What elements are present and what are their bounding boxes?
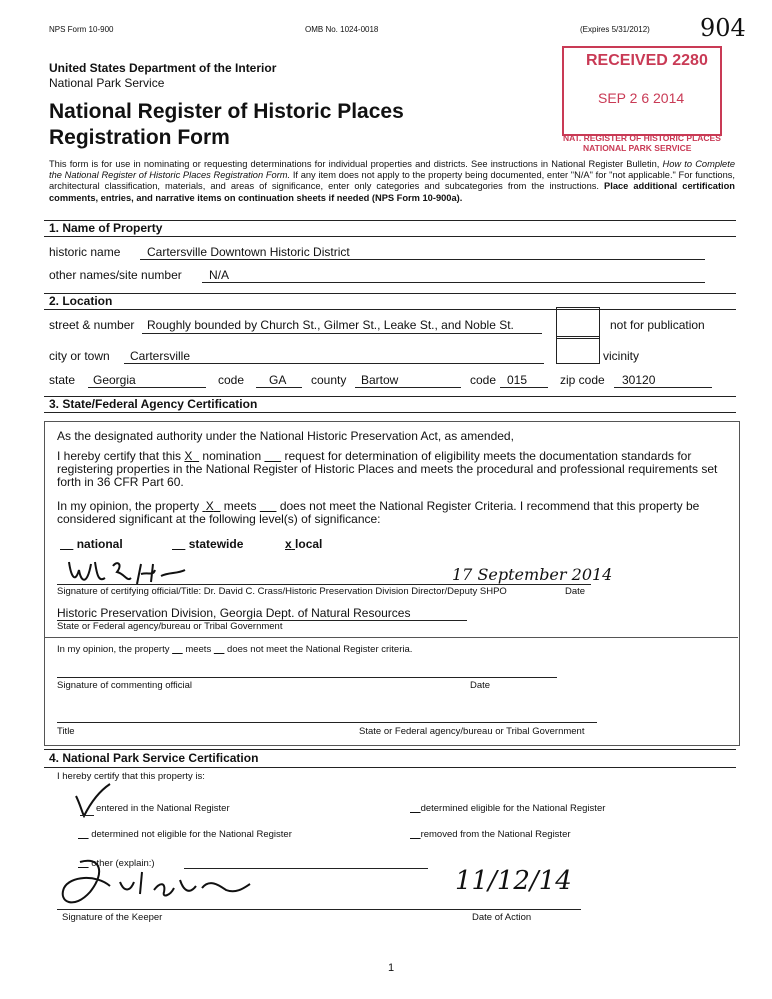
not-for-publication-label: not for publication (610, 318, 705, 332)
county-code-label: code (470, 373, 497, 387)
zip-value: 30120 (622, 373, 656, 387)
certifying-signature-label: Signature of certifying official/Title: Dr. David C. Crass/Historic Preservation Division Director/Deputy SHPO (57, 586, 507, 597)
form-number: NPS Form 10-900 (49, 25, 114, 34)
keeper-signature-label: Signature of the Keeper (62, 912, 163, 923)
other-names-label: other names/site number (49, 268, 182, 282)
county-label: county (311, 373, 347, 387)
page-title-line2: Registration Form (49, 126, 230, 149)
stamp-received: RECEIVED 2280 (586, 52, 708, 69)
section3-heading: 3. State/Federal Agency Certification (49, 397, 258, 411)
nps-certify-intro: I hereby certify that this property is: (57, 771, 205, 782)
authority-intro: As the designated authority under the National Historic Preservation Act, as amended, (57, 429, 514, 443)
commenting-signature-label: Signature of commenting official (57, 680, 193, 691)
agency-label-2: State or Federal agency/bureau or Tribal Government (359, 726, 585, 737)
commenting-date-label: Date (470, 680, 491, 691)
certifying-date-handwritten: 17 September 2014 (452, 565, 613, 584)
level-local: x local (285, 537, 323, 551)
section1-heading: 1. Name of Property (49, 221, 163, 235)
instructions: This form is for use in nominating or requesting determinations for individual properties and districts. See instructions in National Register Bulletin, How to Complete the National Register of Historic Places Registration Form. If any item does not apply to the property being documented, enter "N/A" for "not applicable." For functions, architectural classification, materials, and areas of significance, enter only categories and subcategories from the instructions. Place additional certification comments, entries, and narrative items on continuation sheets if needed (NPS Form 10-900a). (49, 159, 735, 203)
not-for-publication-checkbox[interactable] (556, 307, 600, 339)
keeper-signature (50, 852, 260, 914)
stamp-date: SEP 2 6 2014 (598, 90, 685, 106)
expiration: (Expires 5/31/2012) (580, 25, 650, 34)
street-label: street & number (49, 318, 135, 332)
option-removed: removed from the National Register (420, 829, 571, 840)
action-date-handwritten: 11/12/14 (455, 866, 572, 896)
page-title-line1: National Register of Historic Places (49, 100, 404, 123)
agency-value: Historic Preservation Division, Georgia Dept. of Natural Resources (57, 606, 411, 620)
comment-opinion: In my opinion, the property meets does not meet the National Register criteria. (57, 644, 413, 655)
stamp-line1: NAT. REGISTER OF HISTORIC PLACES (563, 133, 721, 143)
street-value: Roughly bounded by Church St., Gilmer St., Leake St., and Noble St. (147, 318, 514, 332)
vicinity-checkbox[interactable] (556, 336, 600, 364)
certify-paragraph: I hereby certify that this X nomination request for determination of eligibility meets the documentation standards for registering properties in the National Register of Historic Places and meets the procedural and professional requirements set forth in 36 CFR Part 60. (57, 449, 718, 489)
certifying-date-label: Date (565, 586, 586, 597)
option-eligible: determined eligible for the National Register (420, 803, 606, 814)
title-label: Title (57, 726, 75, 737)
vicinity-label: vicinity (603, 349, 640, 363)
received-stamp (562, 46, 722, 136)
page-number: 1 (388, 962, 395, 974)
omb-number: OMB No. 1024-0018 (305, 25, 379, 34)
state-value: Georgia (93, 373, 136, 387)
historic-name-label: historic name (49, 245, 121, 259)
handwritten-number: 904 (700, 14, 746, 42)
action-date-label: Date of Action (472, 912, 532, 923)
section4-heading: 4. National Park Service Certification (49, 751, 259, 765)
section2-heading: 2. Location (49, 294, 113, 308)
option-entered: entered in the National Register (96, 803, 230, 814)
service: National Park Service (49, 76, 165, 90)
level-statewide: statewide (188, 537, 244, 551)
department: United States Department of the Interior (49, 61, 277, 75)
opinion-paragraph: In my opinion, the property X meets does not meet the National Register Criteria. I recommend that this property be considered significant at the following level(s) of significance: (57, 499, 700, 526)
agency-label: State or Federal agency/bureau or Tribal Government (57, 621, 283, 632)
stamp-line2: NATIONAL PARK SERVICE (583, 143, 692, 153)
zip-label: zip code (560, 373, 605, 387)
county-code-value: 015 (507, 373, 528, 387)
state-label: state (49, 373, 76, 387)
level-national: national (76, 537, 123, 551)
state-code-value: GA (269, 373, 287, 387)
option-other: other (explain:) (91, 858, 155, 869)
city-label: city or town (49, 349, 110, 363)
historic-name-value: Cartersville Downtown Historic District (147, 245, 350, 259)
other-names-value: N/A (209, 268, 230, 282)
county-value: Bartow (361, 373, 399, 387)
city-value: Cartersville (130, 349, 191, 363)
state-code-label: code (218, 373, 245, 387)
option-not-eligible: determined not eligible for the National Register (91, 829, 292, 840)
